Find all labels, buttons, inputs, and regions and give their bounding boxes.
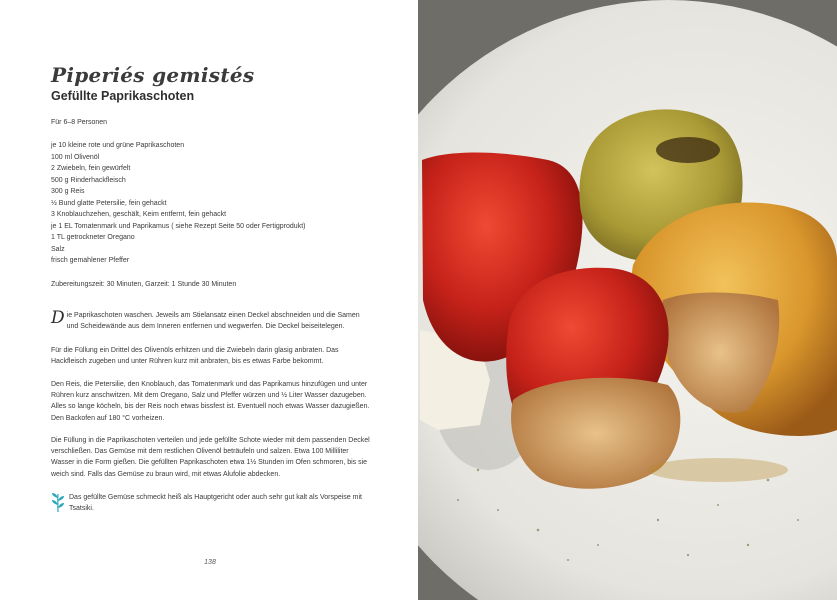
olive-oil bbox=[648, 458, 788, 482]
ingredient-item: frisch gemahlener Pfeffer bbox=[51, 257, 130, 264]
drop-cap: D bbox=[51, 307, 65, 328]
ingredient-item: je 1 EL Tomatenmark und Paprikamus ( siehe Rezept Seite 50 oder Fertigprodukt) bbox=[51, 222, 306, 230]
ingredient-item: 1 TL getrockneter Oregano bbox=[51, 234, 135, 241]
ingredient-item: 300 g Reis bbox=[51, 188, 85, 195]
instruction-step-1-text: ie Paprikaschoten waschen. Jeweils am Stielansatz einen Deckel abschneiden und die Samen und Scheidewände aus dem Inneren entfernen und wegwerfen. Die Deckel beiseitelegen. bbox=[66, 311, 360, 330]
instruction-step-3: Den Reis, die Petersilie, den Knoblauch, das Tomatenmark und das Paprikamus hinzufügen und unter Rühren kurz anschwitzen. Mit dem Oregano, Salz und Pfeffer würzen und ½ Liter Wasser dazugeben. Alles so lange köcheln, bis der Reis noch etwas bissfest ist. Eventuell noch etwas Wasser dazugießen. Den Backofen auf 180 °C vorheizen. bbox=[51, 380, 370, 422]
herb-sprig-icon bbox=[51, 492, 65, 512]
ingredient-item: 2 Zwiebeln, fein gewürfelt bbox=[51, 165, 131, 172]
recipe-title-greek: Piperiés gemistés bbox=[51, 63, 255, 87]
page-number: 138 bbox=[204, 559, 216, 566]
instruction-step-1 bbox=[51, 307, 371, 333]
servings: Für 6–8 Personen bbox=[51, 119, 108, 126]
ingredient-item: ½ Bund glatte Petersilie, fein gehackt bbox=[51, 199, 167, 207]
recipe-title-german: Gefüllte Paprikaschoten bbox=[51, 89, 195, 103]
preparation-time: Zubereitungszeit: 30 Minuten, Garzeit: 1 Stunde 30 Minuten bbox=[51, 280, 237, 288]
instruction-step-4: Die Füllung in die Paprikaschoten verteilen und jede gefüllte Schote wieder mit dem passenden Deckel verschließen. Das Gemüse mit dem restlichen Olivenöl beträufeln und salzen. Etwa 100 Milliliter Wasser in die Form gießen. Die gefüllten Paprikaschoten etwa 1½ Stunden im Ofen schmoren, bis sie weich sind. Falls das Gemüse zu braun wird, mit etwas Alufolie abdecken. bbox=[51, 436, 370, 478]
recipe-content bbox=[51, 63, 371, 515]
instruction-step-2: Für die Füllung ein Drittel des Olivenöls erhitzen und die Zwiebeln darin glasig anbraten. Das Hackfleisch zugeben und unter Rühren kurz mit anbraten, bis es etwas Farbe bekommt. bbox=[51, 347, 339, 366]
ingredient-list bbox=[51, 140, 371, 267]
stuffed-peppers-photo bbox=[418, 0, 837, 600]
serving-tip-text: Das gefüllte Gemüse schmeckt heiß als Hauptgericht oder auch sehr gut kalt als Vorspeise mit Tsatsiki. bbox=[69, 494, 362, 513]
photo-illustration bbox=[418, 0, 837, 600]
roasted-char bbox=[656, 137, 720, 163]
ingredient-item: 500 g Rinderhackfleisch bbox=[51, 176, 126, 184]
serving-tip bbox=[51, 492, 371, 515]
ingredient-item: Salz bbox=[51, 245, 65, 253]
recipe-page bbox=[0, 0, 418, 600]
ingredient-item: je 10 kleine rote und grüne Paprikaschoten bbox=[51, 142, 185, 149]
ingredient-item: 100 ml Olivenöl bbox=[51, 153, 100, 161]
ingredient-item: 3 Knoblauchzehen, geschält, Keim entfernt, fein gehackt bbox=[51, 211, 227, 218]
